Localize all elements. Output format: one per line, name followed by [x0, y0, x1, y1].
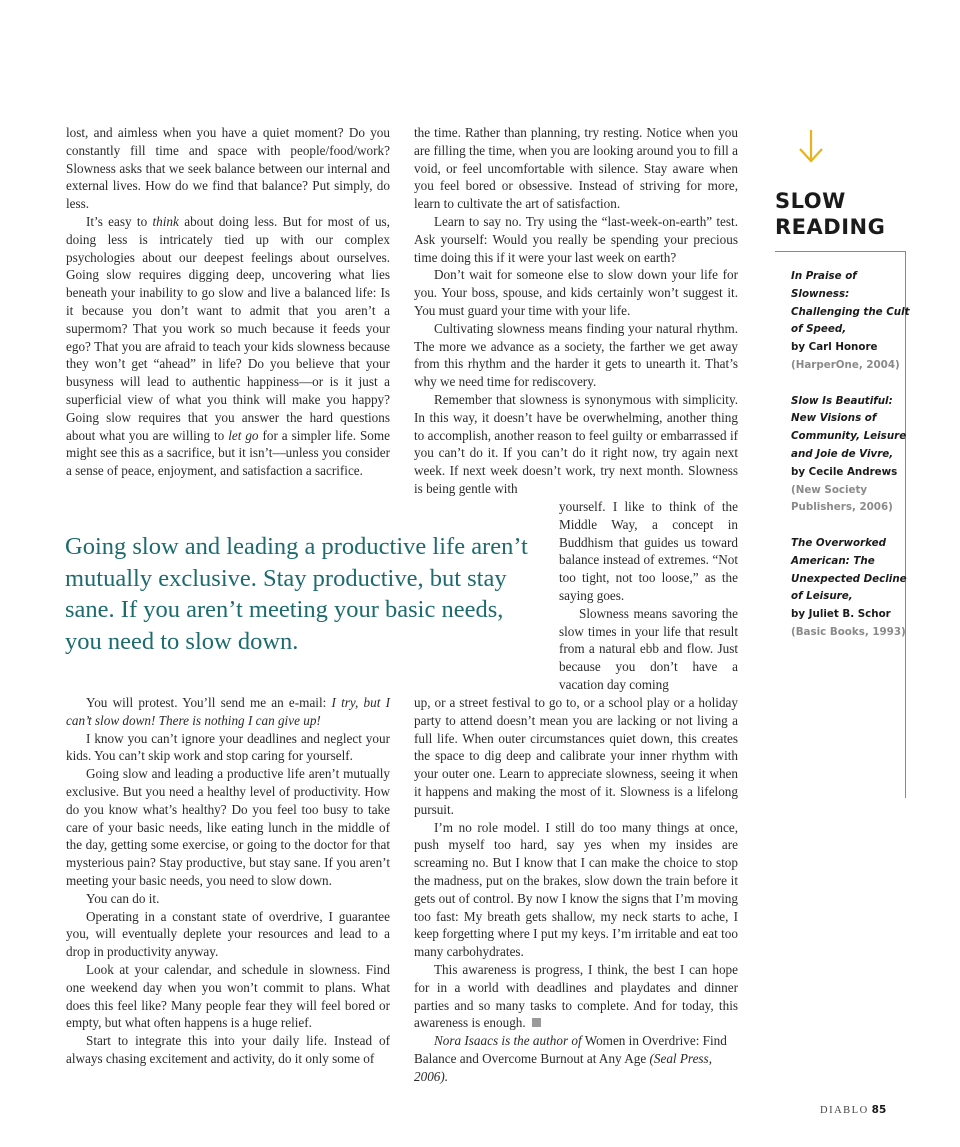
book-author: by Cecile Andrews — [791, 465, 898, 478]
body-paragraph: Look at your calendar, and schedule in slowness. Find one weekend day when you won’t commit to plans. What does this feel like? Many people fear they will feel bored or empty, but what often happens is a huge relief. — [66, 961, 390, 1031]
body-paragraph: Slowness means savoring the slow times in your life that result from a natural ebb and flow. Just because you don’t have a vacation day coming — [559, 605, 738, 692]
book-author: by Juliet B. Schor — [791, 608, 891, 621]
pull-quote: Going slow and leading a productive life aren’t mutually exclusive. Stay productive, but stay sane. If you aren’t meeting your basic needs, you need to slow down. — [65, 533, 528, 655]
body-column-2-top — [414, 124, 738, 498]
magazine-name: DIABLO — [820, 1105, 869, 1116]
body-paragraph: the time. Rather than planning, try resting. Notice when you are filling the time, when you are looking around you to fill a void, or feel uncomfortable with silence. Stay aware when you feel bored or obsessive. Instead of striving for more, learn to cultivate the art of satisfaction. — [414, 125, 738, 212]
sidebar-title — [775, 188, 885, 240]
page-folio — [820, 1104, 886, 1116]
body-paragraph: It’s easy to think about doing less. But for most of us, doing less is intricately tied up with our complex psychologies about our deepest feelings about ourselves. Going slow requires digging deep, uncovering what lies beneath your inability to go slow and live a balanced life: Is it because you don’t want to admit that you aren’t a supermom? That you work so much because it feeds your ego? That you are afraid to teach your kids slowness because they won’t get “ahead” in life? Do you believe that your busyness will lead to authentic happiness—or is it just a superficial view of what you think will make you happy? Going slow requires that you answer the hard questions about what you are willing to let go for a simpler life. Some might see this as a sacrifice, but it isn’t—unless you consider a sense of peace, enjoyment, and satisfaction a sacrifice. — [66, 213, 390, 479]
body-column-1-top — [66, 124, 390, 480]
body-paragraph: yourself. I like to think of the Middle Way, a concept in Buddhism that guides us toward balance instead of extremes. “Not too tight, not too loose,” as the saying goes. — [559, 499, 738, 603]
book-title: In Praise of Slowness: Challenging the Cult of Speed, — [791, 270, 910, 336]
body-paragraph: You will protest. You’ll send me an e-mail: I try, but I can’t slow down! There is nothing I can give up! — [66, 695, 390, 728]
book-publisher: (New Society Publishers, 2006) — [791, 483, 893, 514]
book-entry — [791, 393, 911, 518]
sidebar-title-line-1: SLOW — [775, 189, 846, 213]
body-paragraph: Start to integrate this into your daily life. Instead of always chasing excitement and activity, do it only some of — [66, 1033, 390, 1066]
end-mark-icon — [532, 1018, 541, 1027]
body-paragraph: I’m no role model. I still do too many things at once, push myself too hard, say yes when my insides are screaming no. But I know that I can make the choice to stop the madness, put on the brakes, slow down the train before it gets out of control. By now I know the signs that I’m moving too fast: My breath gets shallow, my neck starts to ache, I keep forgetting where I put my keys. I’m irritable and eat too many carbohydrates. — [414, 819, 738, 960]
body-paragraph: Operating in a constant state of overdrive, I guarantee you, will eventually deplete your resources and lead to a drop in productivity anyway. — [66, 908, 390, 960]
sidebar-title-line-2: READING — [775, 215, 886, 239]
body-column-2-wrap — [559, 498, 738, 694]
page-number: 85 — [871, 1104, 887, 1116]
body-paragraph: Learn to say no. Try using the “last-week-on-earth” test. Ask yourself: Would you really be spending your precious time doing this if it were your last week on earth? — [414, 213, 738, 265]
body-paragraph: This awareness is progress, I think, the best I can hope for in a world with deadlines and playdates and dinner parties and so many tasks to complete. And for today, this awareness is enough. — [414, 961, 738, 1031]
book-entry — [791, 535, 911, 642]
book-publisher: (HarperOne, 2004) — [791, 358, 900, 371]
body-paragraph: lost, and aimless when you have a quiet moment? Do you constantly fill time and space with people/food/work? Slowness asks that we seek balance between our internal and external lives. How do we find that balance? Put simply, do less. — [66, 125, 390, 212]
book-list — [791, 268, 911, 660]
body-column-1-bottom — [66, 694, 390, 1068]
sidebar-rule-horizontal — [775, 251, 906, 252]
body-column-2-bottom — [414, 694, 738, 1086]
book-publisher: (Basic Books, 1993) — [791, 625, 906, 638]
body-paragraph: I know you can’t ignore your deadlines and neglect your kids. You can’t skip work and stop caring for yourself. — [66, 730, 390, 764]
down-arrow-icon — [797, 130, 825, 164]
book-title: Slow Is Beautiful: New Visions of Community, Leisure and Joie de Vivre, — [791, 394, 907, 460]
book-entry — [791, 268, 911, 375]
body-paragraph: up, or a street festival to go to, or a school play or a holiday party to attend doesn’t mean you are lacking or not living a full life. When outer circumstances quiet down, this creates the space to dig deep and calibrate your inner rhythm with your outer one. Learn to appreciate slowness, seeing it when it happens and making the most of it. Slowness is a lifelong pursuit. — [414, 695, 738, 817]
book-title: The Overworked American: The Unexpected Decline of Leisure, — [791, 536, 907, 603]
body-paragraph: Nora Isaacs is the author of Women in Overdrive: Find Balance and Overcome Burnout at Any Age (Seal Press, 2006). — [414, 1033, 727, 1084]
body-paragraph: Don’t wait for someone else to slow down your life for you. Your boss, spouse, and kids certainly won’t suggest it. You must guard your time with your life. — [414, 267, 738, 318]
book-author: by Carl Honore — [791, 341, 878, 354]
body-paragraph: You can do it. — [86, 890, 160, 906]
body-paragraph: Going slow and leading a productive life aren’t mutually exclusive. But you need a healthy level of productivity. How do you know what’s healthy? Do you feel too busy to take care of your basic needs, like eating lunch in the middle of the day, getting some exercise, or going to the doctor for that mysterious pain? Stay productive, but stay sane. If you aren’t meeting your basic needs, you need to slow down. — [66, 766, 390, 888]
body-paragraph: Remember that slowness is synonymous with simplicity. In this way, it doesn’t have be overwhelming, another thing to accomplish, another reason to feel guilty or embarrassed if you can’t do it. If you can’t do it right now, try again next week. If next week doesn’t work, try next month. Slowness is being gentle with — [414, 391, 738, 496]
body-paragraph: Cultivating slowness means finding your natural rhythm. The more we advance as a society, the farther we get away from this rhythm and the harder it gets to unearth it. That’s why we need time for rediscovery. — [414, 320, 738, 390]
